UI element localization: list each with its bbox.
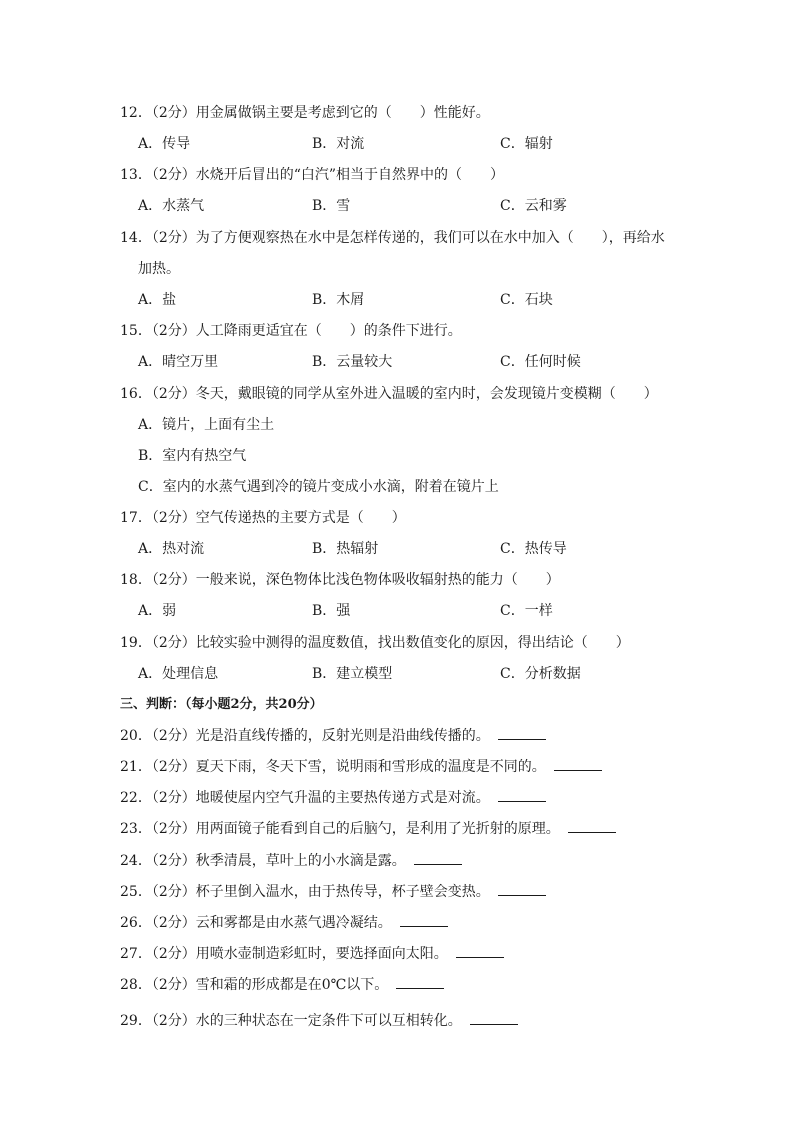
answer-blank[interactable] xyxy=(498,883,546,896)
answer-blank[interactable] xyxy=(498,789,546,802)
question-13-option-a: A．水蒸气 xyxy=(138,198,205,214)
judgment-29 xyxy=(120,1012,518,1030)
answer-blank[interactable] xyxy=(400,914,448,927)
question-13-option-b: B．雪 xyxy=(312,198,351,214)
judgment-24-text: 24．（2分）秋季清晨，草叶上的小水滴是露。 xyxy=(120,853,406,869)
answer-blank[interactable] xyxy=(470,1012,518,1025)
question-13-stem: 13．（2分）水烧开后冒出的“白汽”相当于自然界中的（ ） xyxy=(120,167,505,183)
question-19-stem: 19．（2分）比较实验中测得的温度数值，找出数值变化的原因，得出结论（ ） xyxy=(120,635,630,651)
judgment-26 xyxy=(120,914,448,932)
answer-blank[interactable] xyxy=(414,852,462,865)
judgment-21 xyxy=(120,758,602,776)
question-18-option-c: C．一样 xyxy=(500,603,553,619)
judgment-28 xyxy=(120,976,444,994)
question-18-option-b: B．强 xyxy=(312,603,351,619)
question-14-option-c: C．石块 xyxy=(500,292,553,308)
question-16-option-b: B．室内有热空气 xyxy=(138,448,247,464)
question-13-option-c: C．云和雾 xyxy=(500,198,567,214)
question-14-stem: 14．（2分）为了方便观察热在水中是怎样传递的，我们可以在水中加入（ ），再给水 xyxy=(120,230,665,246)
judgment-22 xyxy=(120,789,546,807)
judgment-29-text: 29．（2分）水的三种状态在一定条件下可以互相转化。 xyxy=(120,1013,462,1029)
judgment-21-text: 21．（2分）夏天下雨，冬天下雪，说明雨和雪形成的温度是不同的。 xyxy=(120,759,546,775)
answer-blank[interactable] xyxy=(396,976,444,989)
question-18-option-a: A．弱 xyxy=(138,603,177,619)
question-16-option-a: A．镜片，上面有尘土 xyxy=(138,417,275,433)
question-15-option-c: C．任何时候 xyxy=(500,354,581,370)
question-15-option-a: A．晴空万里 xyxy=(138,354,219,370)
question-12-option-a: A．传导 xyxy=(138,136,191,152)
judgment-22-text: 22．（2分）地暖使屋内空气升温的主要热传递方式是对流。 xyxy=(120,790,490,806)
question-12-stem: 12．（2分）用金属做锅主要是考虑到它的（ ）性能好。 xyxy=(120,105,490,121)
question-15-option-b: B．云量较大 xyxy=(312,354,393,370)
question-17-option-a: A．热对流 xyxy=(138,541,205,557)
question-19-option-b: B．建立模型 xyxy=(312,666,393,682)
judgment-27-text: 27．（2分）用喷水壶制造彩虹时，要选择面向太阳。 xyxy=(120,946,448,962)
question-16-option-c: C．室内的水蒸气遇到冷的镜片变成小水滴，附着在镜片上 xyxy=(138,479,499,495)
question-14-option-b: B．木屑 xyxy=(312,292,365,308)
question-18-stem: 18．（2分）一般来说，深色物体比浅色物体吸收辐射热的能力（ ） xyxy=(120,572,560,588)
answer-blank[interactable] xyxy=(568,820,616,833)
judgment-25-text: 25．（2分）杯子里倒入温水，由于热传导，杯子壁会变热。 xyxy=(120,884,490,900)
question-12-option-b: B．对流 xyxy=(312,136,365,152)
judgment-24 xyxy=(120,852,462,870)
judgment-25 xyxy=(120,883,546,901)
question-17-stem: 17．（2分）空气传递热的主要方式是（ ） xyxy=(120,510,406,526)
answer-blank[interactable] xyxy=(456,945,504,958)
question-14-option-a: A．盐 xyxy=(138,292,177,308)
answer-blank[interactable] xyxy=(498,727,546,740)
answer-blank[interactable] xyxy=(554,758,602,771)
judgment-28-text: 28．（2分）雪和霜的形成都是在0℃以下。 xyxy=(120,977,389,993)
judgment-20 xyxy=(120,727,546,745)
question-19-option-c: C．分析数据 xyxy=(500,666,581,682)
judgment-23-text: 23．（2分）用两面镜子能看到自己的后脑勺，是利用了光折射的原理。 xyxy=(120,821,560,837)
judgment-26-text: 26．（2分）云和雾都是由水蒸气遇冷凝结。 xyxy=(120,915,392,931)
question-15-stem: 15．（2分）人工降雨更适宜在（ ）的条件下进行。 xyxy=(120,323,462,339)
judgment-20-text: 20．（2分）光是沿直线传播的，反射光则是沿曲线传播的。 xyxy=(120,728,490,744)
question-17-option-b: B．热辐射 xyxy=(312,541,379,557)
question-19-option-a: A．处理信息 xyxy=(138,666,219,682)
question-17-option-c: C．热传导 xyxy=(500,541,567,557)
judgment-27 xyxy=(120,945,504,963)
question-12-option-c: C．辐射 xyxy=(500,136,553,152)
judgment-23 xyxy=(120,820,616,838)
question-16-stem: 16．（2分）冬天，戴眼镜的同学从室外进入温暖的室内时，会发现镜片变模糊（ ） xyxy=(120,386,658,402)
question-14-stem-continued: 加热。 xyxy=(138,261,180,277)
section-title-judgment: 三、判断：（每小题2分，共20分） xyxy=(120,697,323,712)
